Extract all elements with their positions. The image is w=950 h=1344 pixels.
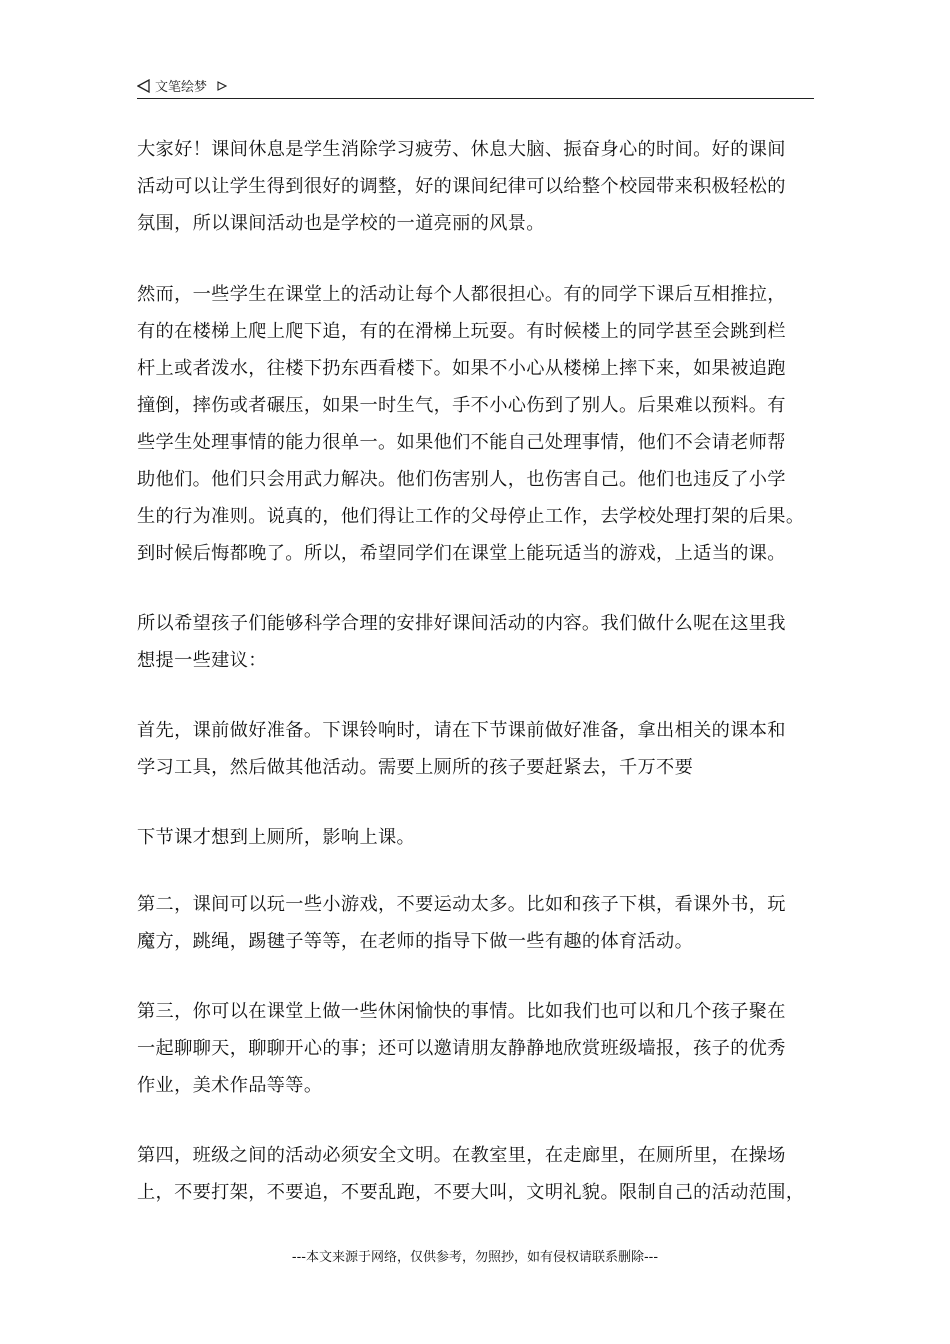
text-line: 活动可以让学生得到很好的调整，好的课间纪律可以给整个校园带来积极轻松的 xyxy=(137,176,786,197)
triangle-right-icon xyxy=(217,81,227,91)
text-line: 到时候后悔都晚了。所以，希望同学们在课堂上能玩适当的游戏，上适当的课。 xyxy=(137,543,786,564)
text-line: 一起聊聊天，聊聊开心的事；还可以邀请朋友静静地欣赏班级墙报，孩子的优秀 xyxy=(137,1038,786,1059)
paragraph xyxy=(137,819,817,856)
paragraph xyxy=(137,605,817,679)
text-line: 有的在楼梯上爬上爬下追，有的在滑梯上玩耍。有时候楼上的同学甚至会跳到栏 xyxy=(137,321,786,342)
paragraph xyxy=(137,131,817,242)
footer-disclaimer: ---本文来源于网络，仅供参考，勿照抄，如有侵权请联系删除--- xyxy=(291,1250,659,1265)
paragraph xyxy=(137,712,817,786)
text-line: 第二，课间可以玩一些小游戏，不要运动太多。比如和孩子下棋，看课外书，玩 xyxy=(137,894,786,915)
text-line: 作业，美术作品等等。 xyxy=(137,1075,323,1096)
text-line: 氛围，所以课间活动也是学校的一道亮丽的风景。 xyxy=(137,213,545,234)
text-line: 生的行为准则。说真的，他们得让工作的父母停止工作，去学校处理打架的后果。 xyxy=(137,506,805,527)
paragraph xyxy=(137,276,817,572)
paragraph xyxy=(137,993,817,1104)
text-line: 助他们。他们只会用武力解决。他们伤害别人，也伤害自己。他们也违反了小学 xyxy=(137,469,786,490)
text-line: 杆上或者泼水，往楼下扔东西看楼下。如果不小心从楼梯上摔下来，如果被追跑 xyxy=(137,358,786,379)
text-line: 些学生处理事情的能力很单一。如果他们不能自己处理事情，他们不会请老师帮 xyxy=(137,432,786,453)
page-header xyxy=(137,74,814,99)
text-line: 学习工具，然后做其他活动。需要上厕所的孩子要赶紧去，千万不要 xyxy=(137,757,694,778)
header-title: 文笔绘梦 xyxy=(155,80,208,95)
text-line: 撞倒，摔伤或者碾压，如果一时生气，手不小心伤到了别人。后果难以预料。有 xyxy=(137,395,786,416)
text-line: 大家好！课间休息是学生消除学习疲劳、休息大脑、振奋身心的时间。好的课间 xyxy=(137,139,786,160)
paragraph xyxy=(137,1137,817,1211)
text-line: 第四，班级之间的活动必须安全文明。在教室里，在走廊里，在厕所里，在操场 xyxy=(137,1145,786,1166)
text-line: 然而，一些学生在课堂上的活动让每个人都很担心。有的同学下课后互相推拉， xyxy=(137,284,786,305)
text-line: 下节课才想到上厕所，影响上课。 xyxy=(137,827,416,848)
text-line: 想提一些建议： xyxy=(137,650,267,671)
paragraph xyxy=(137,886,817,960)
header-brand xyxy=(137,76,227,95)
text-line: 第三，你可以在课堂上做一些休闲愉快的事情。比如我们也可以和几个孩子聚在 xyxy=(137,1001,786,1022)
triangle-left-icon xyxy=(137,79,151,93)
text-line: 首先，课前做好准备。下课铃响时，请在下节课前做好准备，拿出相关的课本和 xyxy=(137,720,786,741)
text-line: 魔方，跳绳，踢毽子等等，在老师的指导下做一些有趣的体育活动。 xyxy=(137,931,694,952)
text-line: 所以希望孩子们能够科学合理的安排好课间活动的内容。我们做什么呢在这里我 xyxy=(137,613,786,634)
text-line: 上，不要打架，不要追，不要乱跑，不要大叫，文明礼貌。限制自己的活动范围， xyxy=(137,1182,805,1203)
